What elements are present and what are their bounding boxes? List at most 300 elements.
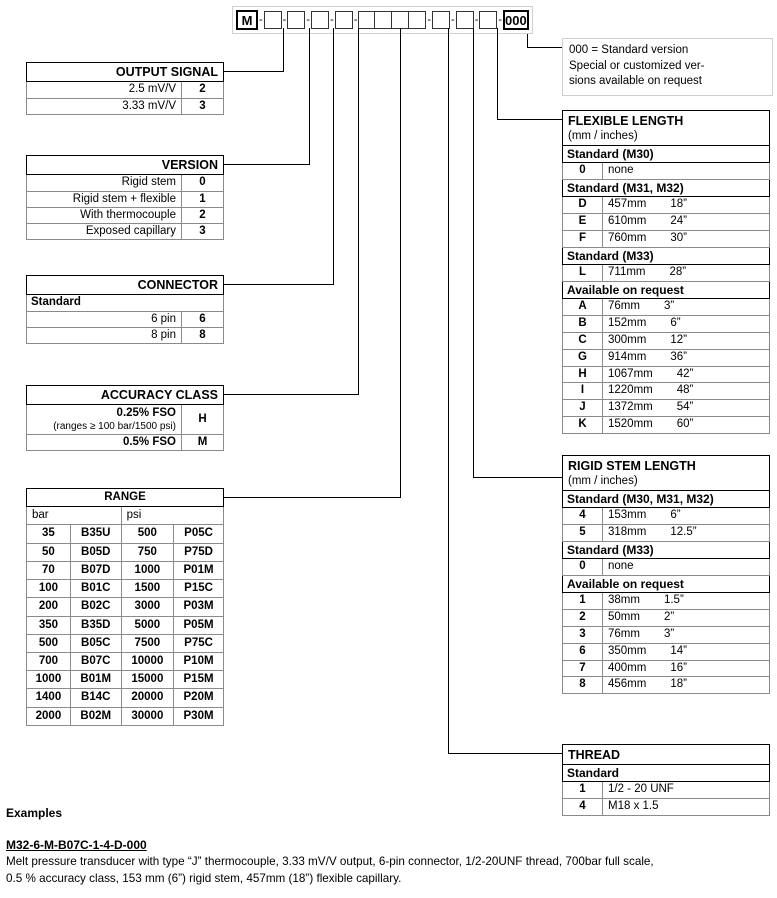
table-row-header (27, 63, 224, 82)
table-accuracy-class (26, 385, 224, 451)
version-label-2: With thermocouple (27, 207, 182, 223)
table-row[interactable] (563, 316, 770, 333)
note-line-1: 000 = Standard version (569, 44, 689, 56)
rigid-stem-rows (563, 490, 770, 693)
accuracy-note-0: (ranges ≥ 100 bar/1500 psi) (53, 420, 176, 432)
flexible-length-code-3-5: I (563, 383, 603, 400)
range-bar-2: 70 (27, 561, 71, 579)
value-mm: 400mm (608, 661, 647, 674)
code-separator: - (498, 13, 503, 26)
leader-line-range-h (224, 497, 401, 498)
value-mm: 760mm (608, 231, 647, 244)
leader-line-thread-v (448, 28, 449, 754)
rigid-stem-length-value-0-1 (603, 524, 770, 541)
flexible-length-title-cell (563, 111, 770, 146)
flexible-length-group-1: Standard (M31, M32) (563, 179, 770, 196)
code-cell-suffix[interactable]: 000 (503, 10, 529, 30)
leader-line-range-v (400, 28, 401, 498)
table-row-header (27, 386, 224, 405)
table-row[interactable] (563, 383, 770, 400)
range-bar-code-2: B07D (70, 561, 121, 579)
table-row-group (563, 145, 770, 162)
table-row[interactable] (27, 435, 224, 451)
table-row[interactable] (563, 626, 770, 643)
value-inch: 12” (670, 333, 687, 346)
leader-line-suffix-v (527, 34, 528, 48)
flexible-length-code-2-0: L (563, 265, 603, 282)
table-row[interactable] (27, 652, 224, 670)
output-signal-title: OUTPUT SIGNAL (27, 63, 224, 82)
value-inch: 12.5” (670, 525, 697, 538)
flexible-length-code-3-4: H (563, 366, 603, 383)
examples-section (6, 806, 776, 888)
flexible-length-code-1-0: D (563, 197, 603, 214)
flexible-length-value-3-5 (603, 383, 770, 400)
connector-group: Standard (27, 295, 224, 311)
connector-title: CONNECTOR (27, 276, 224, 295)
code-separator: - (427, 13, 432, 26)
table-row[interactable] (27, 405, 224, 435)
range-bar-1: 50 (27, 543, 71, 561)
range-psi-5: 5000 (121, 616, 173, 634)
range-bar-8: 1000 (27, 671, 71, 689)
table-row[interactable] (563, 559, 770, 576)
leader-line-suffix-h (527, 47, 563, 48)
value-inch: 42” (676, 367, 694, 380)
table-row[interactable] (563, 197, 770, 214)
value-inch: 18” (670, 678, 687, 691)
thread-value-1: M18 x 1.5 (603, 799, 770, 816)
range-psi-6: 7500 (121, 634, 173, 652)
connector-label-1: 8 pin (27, 327, 182, 343)
leader-line-accuracy-h (224, 394, 359, 395)
range-psi-9: 20000 (121, 689, 173, 707)
example-description-line-2: 0.5 % accuracy class, 153 mm (6”) rigid stem, 457mm (18”) flexible capillary. (6, 871, 402, 885)
table-row[interactable] (563, 366, 770, 383)
code-separator: - (306, 13, 311, 26)
flexible-length-value-3-3 (603, 349, 770, 366)
rigid-stem-length-value-2-5 (603, 677, 770, 694)
table-row[interactable] (563, 593, 770, 610)
standard-version-note (562, 38, 773, 96)
value-mm: 153mm (608, 509, 647, 522)
accuracy-code-0: H (182, 405, 224, 435)
table-row-group (563, 490, 770, 507)
table-row[interactable] (27, 634, 224, 652)
rigid-stem-length-group-0: Standard (M30, M31, M32) (563, 490, 770, 507)
table-row[interactable] (563, 163, 770, 180)
range-psi-code-7: P10M (174, 652, 224, 670)
version-code-0: 0 (182, 175, 224, 191)
value-inch: 48” (676, 384, 694, 397)
range-bar-10: 2000 (27, 707, 71, 725)
leader-line-rigid-stem-v (473, 28, 474, 478)
value-mm: 152mm (608, 317, 647, 330)
flexible-length-code-3-1: B (563, 316, 603, 333)
table-row[interactable] (27, 689, 224, 707)
value-mm: 350mm (608, 644, 647, 657)
table-row[interactable] (563, 677, 770, 694)
value-mm: 76mm (608, 300, 640, 313)
range-bar-4: 200 (27, 598, 71, 616)
flexible-length-code-3-2: C (563, 332, 603, 349)
table-row[interactable] (27, 543, 224, 561)
flexible-length-group-2: Standard (M33) (563, 247, 770, 264)
accuracy-cell-0 (27, 405, 182, 435)
value-inch: 54” (676, 401, 694, 414)
value-inch: 16” (670, 661, 687, 674)
rigid-stem-title: RIGID STEM LENGTH (568, 459, 696, 473)
flexible-length-code-3-3: G (563, 349, 603, 366)
code-cell-connector[interactable] (311, 11, 329, 29)
code-cell-range-4[interactable] (409, 11, 426, 29)
table-row[interactable] (563, 214, 770, 231)
table-row-header (27, 156, 224, 175)
table-row[interactable] (27, 224, 224, 240)
code-separator: - (259, 13, 263, 26)
accuracy-label-0: 0.25% FSO (116, 407, 176, 420)
code-cell-accuracy-class[interactable] (335, 11, 353, 29)
rigid-stem-subtitle: (mm / inches) (568, 475, 638, 487)
leader-line-connector-h (224, 284, 334, 285)
output-signal-code-1: 3 (182, 98, 224, 114)
table-output-signal (26, 62, 224, 115)
rigid-stem-length-code-0-0: 4 (563, 508, 603, 525)
example-part-number: M32-6-M-B07C-1-4-D-000 (6, 838, 147, 852)
rigid-stem-length-code-1-0: 0 (563, 559, 603, 576)
value-mm: 300mm (608, 333, 647, 346)
example-description-line-1: Melt pressure transducer with type “J” thermocouple, 3.33 mV/V output, 6-pin connector, 1/2-20UNF thread, 700bar full scale, (6, 855, 654, 868)
rigid-stem-length-value-2-4 (603, 660, 770, 677)
range-psi-code-10: P30M (174, 707, 224, 725)
table-row[interactable] (27, 327, 224, 343)
rigid-stem-length-value-2-0 (603, 593, 770, 610)
range-psi-code-5: P05M (174, 616, 224, 634)
connector-code-0: 6 (182, 311, 224, 327)
table-row-group (563, 281, 770, 298)
table-row[interactable] (27, 175, 224, 191)
leader-line-connector-v (333, 28, 334, 285)
table-row[interactable] (27, 98, 224, 114)
rigid-stem-length-value-2-2 (603, 626, 770, 643)
rigid-stem-length-value-1-0 (603, 559, 770, 576)
value-mm: 318mm (608, 525, 647, 538)
range-title: RANGE (27, 489, 224, 507)
code-cell-version[interactable] (287, 11, 305, 29)
value-inch: 36” (670, 350, 687, 363)
range-bar-6: 500 (27, 634, 71, 652)
table-row[interactable] (27, 311, 224, 327)
value-inch: 60” (676, 417, 694, 430)
note-line-3: sions available on request (569, 75, 702, 88)
version-label-3: Exposed capillary (27, 224, 182, 240)
table-row[interactable] (563, 524, 770, 541)
range-psi-0: 500 (121, 525, 173, 543)
leader-line-thread-h (448, 753, 562, 754)
code-cell-rigid-stem-length[interactable] (456, 11, 474, 29)
table-row[interactable] (563, 508, 770, 525)
value-inch: 28” (669, 266, 687, 279)
table-row[interactable] (563, 332, 770, 349)
value-mm: 610mm (608, 215, 647, 228)
range-unit-bar: bar (27, 507, 122, 525)
flexible-length-value-3-6 (603, 400, 770, 417)
leader-line-flexible-v (497, 28, 498, 120)
table-row[interactable] (27, 598, 224, 616)
flexible-length-code-3-0: A (563, 299, 603, 316)
connector-code-1: 8 (182, 327, 224, 343)
flexible-length-rows (563, 145, 770, 433)
table-row[interactable] (27, 525, 224, 543)
table-range (26, 488, 224, 726)
value-inch: 6” (670, 509, 681, 522)
table-row[interactable] (27, 207, 224, 223)
value-inch: 2” (663, 611, 675, 624)
flexible-length-group-3: Available on request (563, 281, 770, 298)
connector-label-0: 6 pin (27, 311, 182, 327)
flexible-length-value-3-0 (603, 299, 770, 316)
value-inch: 6” (670, 317, 681, 330)
table-row[interactable] (563, 230, 770, 247)
leader-line-version-h (224, 164, 310, 165)
table-row-group (563, 765, 770, 782)
range-rows (27, 525, 224, 725)
table-row[interactable] (563, 299, 770, 316)
flexible-length-value-1-2 (603, 230, 770, 247)
table-row[interactable] (27, 580, 224, 598)
range-bar-9: 1400 (27, 689, 71, 707)
value-mm: none (608, 560, 634, 573)
range-psi-code-8: P15M (174, 671, 224, 689)
rigid-stem-title-cell (563, 456, 770, 491)
range-psi-code-2: P01M (174, 561, 224, 579)
rigid-stem-length-code-2-0: 1 (563, 593, 603, 610)
value-mm: 1220mm (608, 384, 653, 397)
value-inch: 3” (663, 627, 675, 640)
table-row-group (563, 179, 770, 196)
flexible-length-code-0-0: 0 (563, 163, 603, 180)
flexible-length-subtitle: (mm / inches) (568, 130, 638, 142)
leader-line-flexible-h (497, 119, 562, 120)
range-bar-5: 350 (27, 616, 71, 634)
range-psi-10: 30000 (121, 707, 173, 725)
rigid-stem-length-code-0-1: 5 (563, 524, 603, 541)
thread-value-0: 1/2 - 20 UNF (603, 782, 770, 799)
flexible-length-value-3-4 (603, 366, 770, 383)
range-bar-code-8: B01M (70, 671, 121, 689)
range-psi-code-1: P75D (174, 543, 224, 561)
flexible-length-value-2-0 (603, 265, 770, 282)
version-label-0: Rigid stem (27, 175, 182, 191)
range-psi-code-9: P20M (174, 689, 224, 707)
flexible-length-value-3-7 (603, 416, 770, 433)
range-psi-code-4: P03M (174, 598, 224, 616)
range-psi-3: 1500 (121, 580, 173, 598)
table-row-header (563, 456, 770, 491)
flexible-length-value-0-0 (603, 163, 770, 180)
range-bar-code-3: B01C (70, 580, 121, 598)
output-signal-code-0: 2 (182, 82, 224, 98)
rigid-stem-length-code-2-3: 6 (563, 643, 603, 660)
rigid-stem-length-code-2-1: 2 (563, 610, 603, 627)
code-cell-range-2[interactable] (375, 11, 392, 29)
code-cell-group-range[interactable] (358, 11, 426, 29)
table-row[interactable] (27, 616, 224, 634)
value-mm: 914mm (608, 350, 647, 363)
flexible-length-code-1-2: F (563, 230, 603, 247)
accuracy-title: ACCURACY CLASS (27, 386, 224, 405)
flexible-length-value-3-2 (603, 332, 770, 349)
table-row[interactable] (563, 416, 770, 433)
table-row[interactable] (563, 400, 770, 417)
rigid-stem-length-value-2-1 (603, 610, 770, 627)
value-inch: 30” (670, 231, 687, 244)
part-number-code-string (232, 6, 533, 34)
flexible-length-value-1-1 (603, 214, 770, 231)
value-mm: 711mm (608, 266, 646, 279)
value-inch: 3” (663, 300, 675, 313)
code-separator: - (474, 13, 479, 26)
range-bar-7: 700 (27, 652, 71, 670)
example-description (6, 854, 776, 888)
range-psi-7: 10000 (121, 652, 173, 670)
examples-heading: Examples (6, 806, 63, 820)
table-row[interactable] (27, 561, 224, 579)
leader-line-output-signal-h (224, 71, 284, 72)
table-row[interactable] (563, 610, 770, 627)
table-row[interactable] (563, 349, 770, 366)
value-mm: 38mm (608, 594, 640, 607)
value-mm: 76mm (608, 627, 640, 640)
table-row[interactable] (27, 82, 224, 98)
thread-code-0: 1 (563, 782, 603, 799)
table-row[interactable] (563, 643, 770, 660)
rigid-stem-length-code-2-4: 7 (563, 660, 603, 677)
range-bar-0: 35 (27, 525, 71, 543)
version-code-1: 1 (182, 191, 224, 207)
version-label-1: Rigid stem + flexible (27, 191, 182, 207)
code-cell-thread[interactable] (432, 11, 450, 29)
value-inch: 24” (670, 215, 687, 228)
value-mm: 457mm (608, 198, 647, 211)
range-bar-code-0: B35U (70, 525, 121, 543)
value-inch: 1.5” (663, 594, 684, 607)
table-row-units (27, 507, 224, 525)
leader-line-output-signal-v (283, 28, 284, 72)
output-signal-label-1: 3.33 mV/V (27, 98, 182, 114)
table-row-group (563, 575, 770, 592)
range-bar-code-1: B05D (70, 543, 121, 561)
thread-title: THREAD (563, 745, 770, 765)
leader-line-rigid-stem-h (473, 477, 562, 478)
range-psi-2: 1000 (121, 561, 173, 579)
table-row[interactable] (27, 191, 224, 207)
accuracy-label-1: 0.5% FSO (27, 435, 182, 451)
value-mm: 50mm (608, 611, 640, 624)
code-separator: - (353, 13, 358, 26)
range-psi-code-6: P75C (174, 634, 224, 652)
code-cell-range-1[interactable] (358, 11, 375, 29)
range-psi-1: 750 (121, 543, 173, 561)
range-bar-code-4: B02C (70, 598, 121, 616)
rigid-stem-length-group-2: Available on request (563, 575, 770, 592)
range-bar-code-6: B05C (70, 634, 121, 652)
table-row-group (563, 541, 770, 558)
rigid-stem-length-value-2-3 (603, 643, 770, 660)
range-bar-code-5: B35D (70, 616, 121, 634)
rigid-stem-length-code-2-5: 8 (563, 677, 603, 694)
table-row-header (563, 745, 770, 765)
value-mm: 1372mm (608, 401, 653, 414)
range-unit-psi: psi (121, 507, 223, 525)
value-mm: 456mm (608, 678, 647, 691)
value-inch: 18” (670, 198, 687, 211)
table-row[interactable] (27, 707, 224, 725)
table-row[interactable] (563, 265, 770, 282)
note-line-2: Special or customized ver- (569, 59, 705, 72)
rigid-stem-length-group-1: Standard (M33) (563, 541, 770, 558)
table-row-header (27, 489, 224, 507)
range-psi-code-0: P05C (174, 525, 224, 543)
table-version (26, 155, 224, 240)
code-separator: - (451, 13, 455, 26)
range-bar-code-9: B14C (70, 689, 121, 707)
rigid-stem-length-code-2-2: 3 (563, 626, 603, 643)
value-mm: 1520mm (608, 417, 653, 430)
code-cell-flexible-length[interactable] (479, 11, 497, 29)
range-bar-code-7: B07C (70, 652, 121, 670)
code-separator: - (330, 13, 334, 26)
table-row-group (563, 247, 770, 264)
table-connector (26, 275, 224, 344)
value-mm: 1067mm (608, 367, 653, 380)
version-code-3: 3 (182, 224, 224, 240)
rigid-stem-length-value-0-0 (603, 508, 770, 525)
flexible-length-value-3-1 (603, 316, 770, 333)
table-rigid-stem-length (562, 455, 770, 694)
range-psi-code-3: P15C (174, 580, 224, 598)
table-flexible-length (562, 110, 770, 434)
table-row[interactable] (563, 660, 770, 677)
range-bar-code-10: B02M (70, 707, 121, 725)
table-row[interactable] (27, 671, 224, 689)
flexible-length-code-3-7: K (563, 416, 603, 433)
range-bar-3: 100 (27, 580, 71, 598)
output-signal-label-0: 2.5 mV/V (27, 82, 182, 98)
code-cell-output-signal[interactable] (264, 11, 282, 29)
version-title: VERSION (27, 156, 224, 175)
flexible-length-code-3-6: J (563, 400, 603, 417)
thread-code-1: 4 (563, 799, 603, 816)
flexible-length-group-0: Standard (M30) (563, 145, 770, 162)
code-cell-prefix[interactable]: M (236, 10, 258, 30)
leader-line-accuracy-v (358, 28, 359, 395)
value-mm: none (608, 164, 634, 177)
table-row-group (27, 295, 224, 311)
code-separator: - (282, 13, 287, 26)
value-inch: 14” (670, 644, 687, 657)
leader-line-version-v (309, 28, 310, 165)
range-psi-4: 3000 (121, 598, 173, 616)
accuracy-code-1: M (182, 435, 224, 451)
table-row[interactable] (563, 782, 770, 799)
flexible-length-value-1-0 (603, 197, 770, 214)
table-row-header (563, 111, 770, 146)
range-psi-8: 15000 (121, 671, 173, 689)
code-cell-range-3[interactable] (392, 11, 409, 29)
version-code-2: 2 (182, 207, 224, 223)
thread-group: Standard (563, 765, 770, 782)
